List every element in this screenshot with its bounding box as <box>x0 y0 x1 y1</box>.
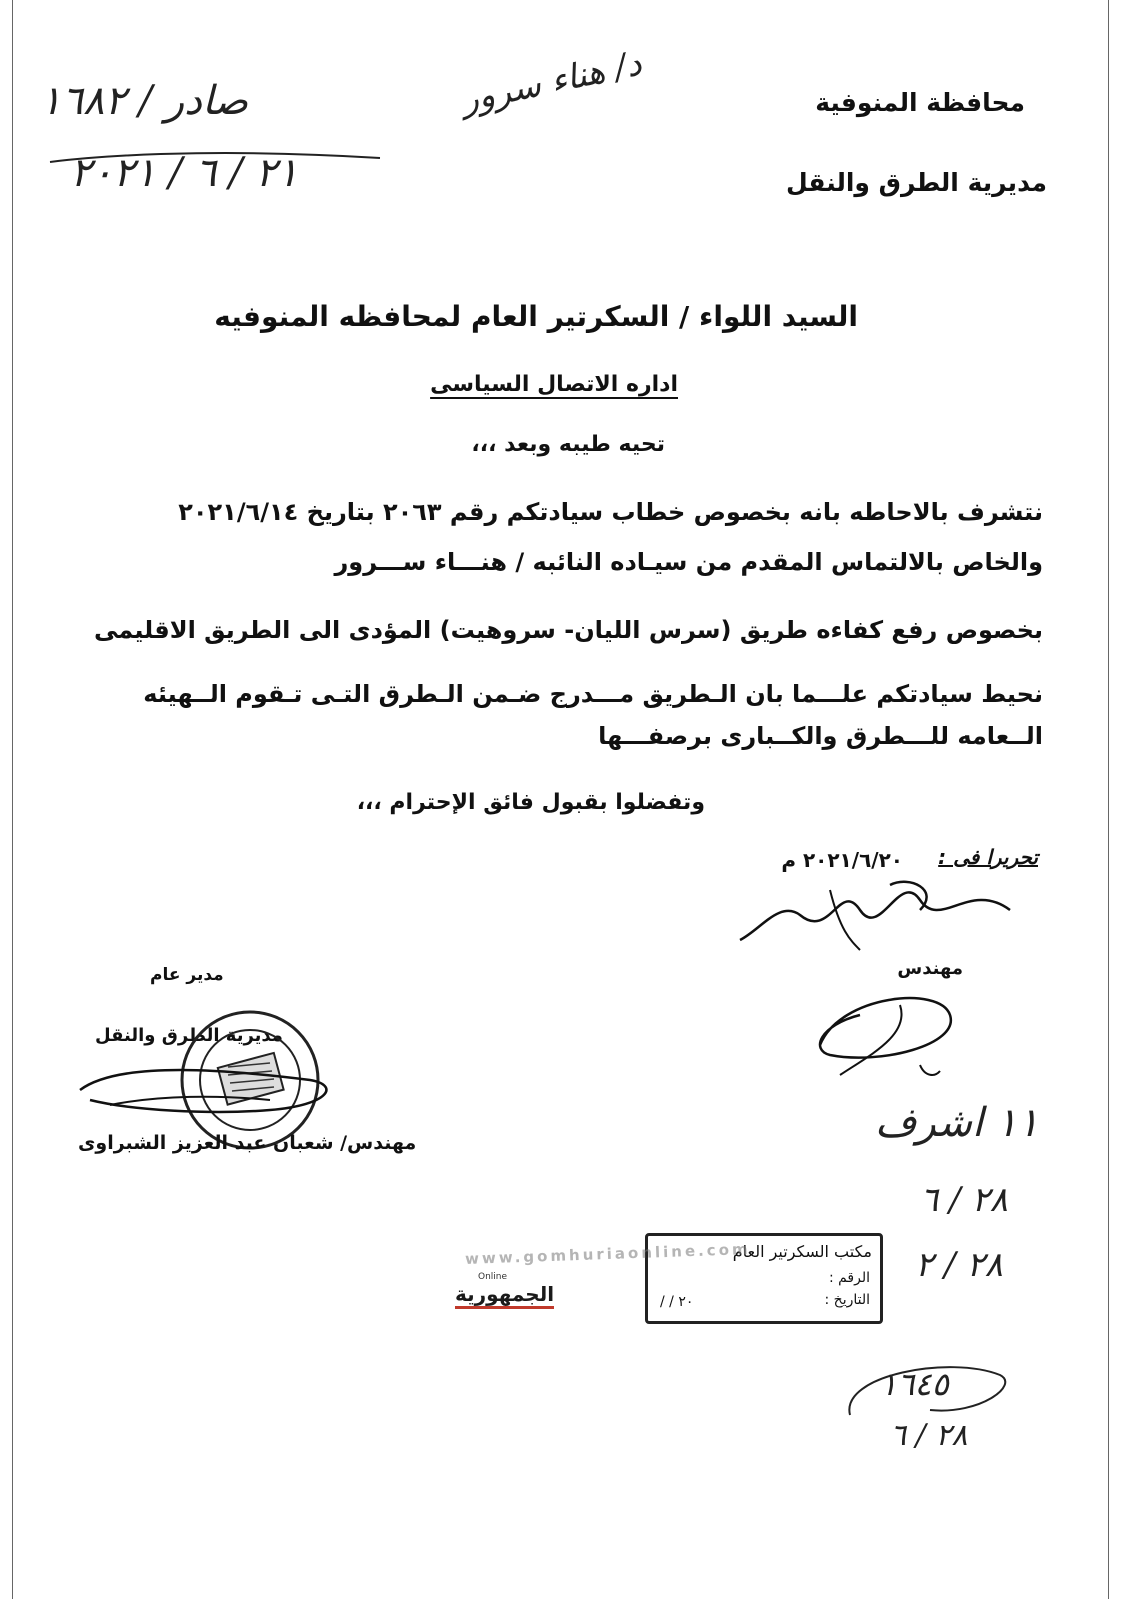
stamp-office-name: مكتب السكرتير العام <box>732 1242 872 1261</box>
department-line: اداره الاتصال السياسى <box>430 372 678 397</box>
handwritten-note-bottom-date: ٢٨ / ٦ <box>890 1418 968 1453</box>
handwritten-note-mid: ٢٨ / ٦ <box>920 1180 1008 1220</box>
stamp-date-blank: ٢٠ / / <box>660 1294 694 1310</box>
logo-online-tag: Online <box>478 1272 508 1282</box>
body-paragraph1-line2: والخاص بالالتماس المقدم من سيـاده النائبه / هنـــاء ســـرور <box>334 548 1043 576</box>
general-manager-signature <box>70 1050 350 1140</box>
handwritten-outgoing-number: صادر / ١٦٨٢ <box>40 78 249 124</box>
handwritten-note-supervision: ١١ اشرف <box>875 1100 1039 1146</box>
left-scan-border <box>12 0 13 1599</box>
dated-label: تحريرا فى : <box>938 845 1038 869</box>
dated-value: ٢٠٢١/٦/٢٠ م <box>781 848 903 872</box>
engineer-initial-signature <box>800 985 960 1095</box>
closing-line: وتفضلوا بقبول فائق الإحترام ،،، <box>356 790 705 815</box>
body-paragraph3-line2: الــعامه للـــطرق والكــبارى برصفـــها <box>598 722 1043 750</box>
body-paragraph2: بخصوص رفع كفاءه طريق (سرس الليان- سروهيت) المؤدى الى الطريق الاقليمى <box>94 616 1043 644</box>
general-manager-name: مهندس/ شعبان عبد العزيز الشبراوى <box>78 1132 417 1154</box>
engineer-title: مهندس <box>897 958 963 979</box>
greeting-line: تحيه طيبه وبعد ،،، <box>471 432 665 457</box>
directorate-seal-caption: مديرية الطرق والنقل <box>95 1025 283 1046</box>
handwritten-outgoing-date: ٢١ / ٦ / ٢٠٢١ <box>70 150 299 196</box>
body-paragraph1-line1: نتشرف بالاحاطه بانه بخصوص خطاب سيادتكم رقم ٢٠٦٣ بتاريخ ٢٠٢١/٦/١٤ <box>178 498 1043 526</box>
right-scan-border <box>1108 0 1109 1599</box>
website-watermark: www.gomhuriaonline.com <box>464 1240 751 1268</box>
handwritten-attention-note: د/ هناء سرور <box>457 43 646 121</box>
general-manager-title: مدير عام <box>150 965 224 985</box>
letter-addressee: السيد اللواء / السكرتير العام لمحافظه المنوفيه <box>214 300 858 333</box>
stamp-date-label: التاريخ : <box>824 1292 870 1308</box>
handwritten-note-bottom: ١٦٤٥ <box>880 1365 949 1403</box>
engineer-signature <box>740 870 1020 960</box>
body-paragraph3-line1: نحيط سيادتكم علـــما بان الـطريق مـــدرج ضـمن الـطرق التـى تـقوم الــهيئه <box>143 680 1043 708</box>
directorate-heading: مديرية الطرق والنقل <box>785 168 1047 197</box>
governorate-heading: محافظة المنوفية <box>815 88 1025 117</box>
handwritten-note-mid-date: ٢٨ / ٢ <box>915 1245 1003 1285</box>
stamp-number-label: الرقم : <box>828 1270 870 1286</box>
newspaper-logo: الجمهورية <box>455 1282 554 1309</box>
